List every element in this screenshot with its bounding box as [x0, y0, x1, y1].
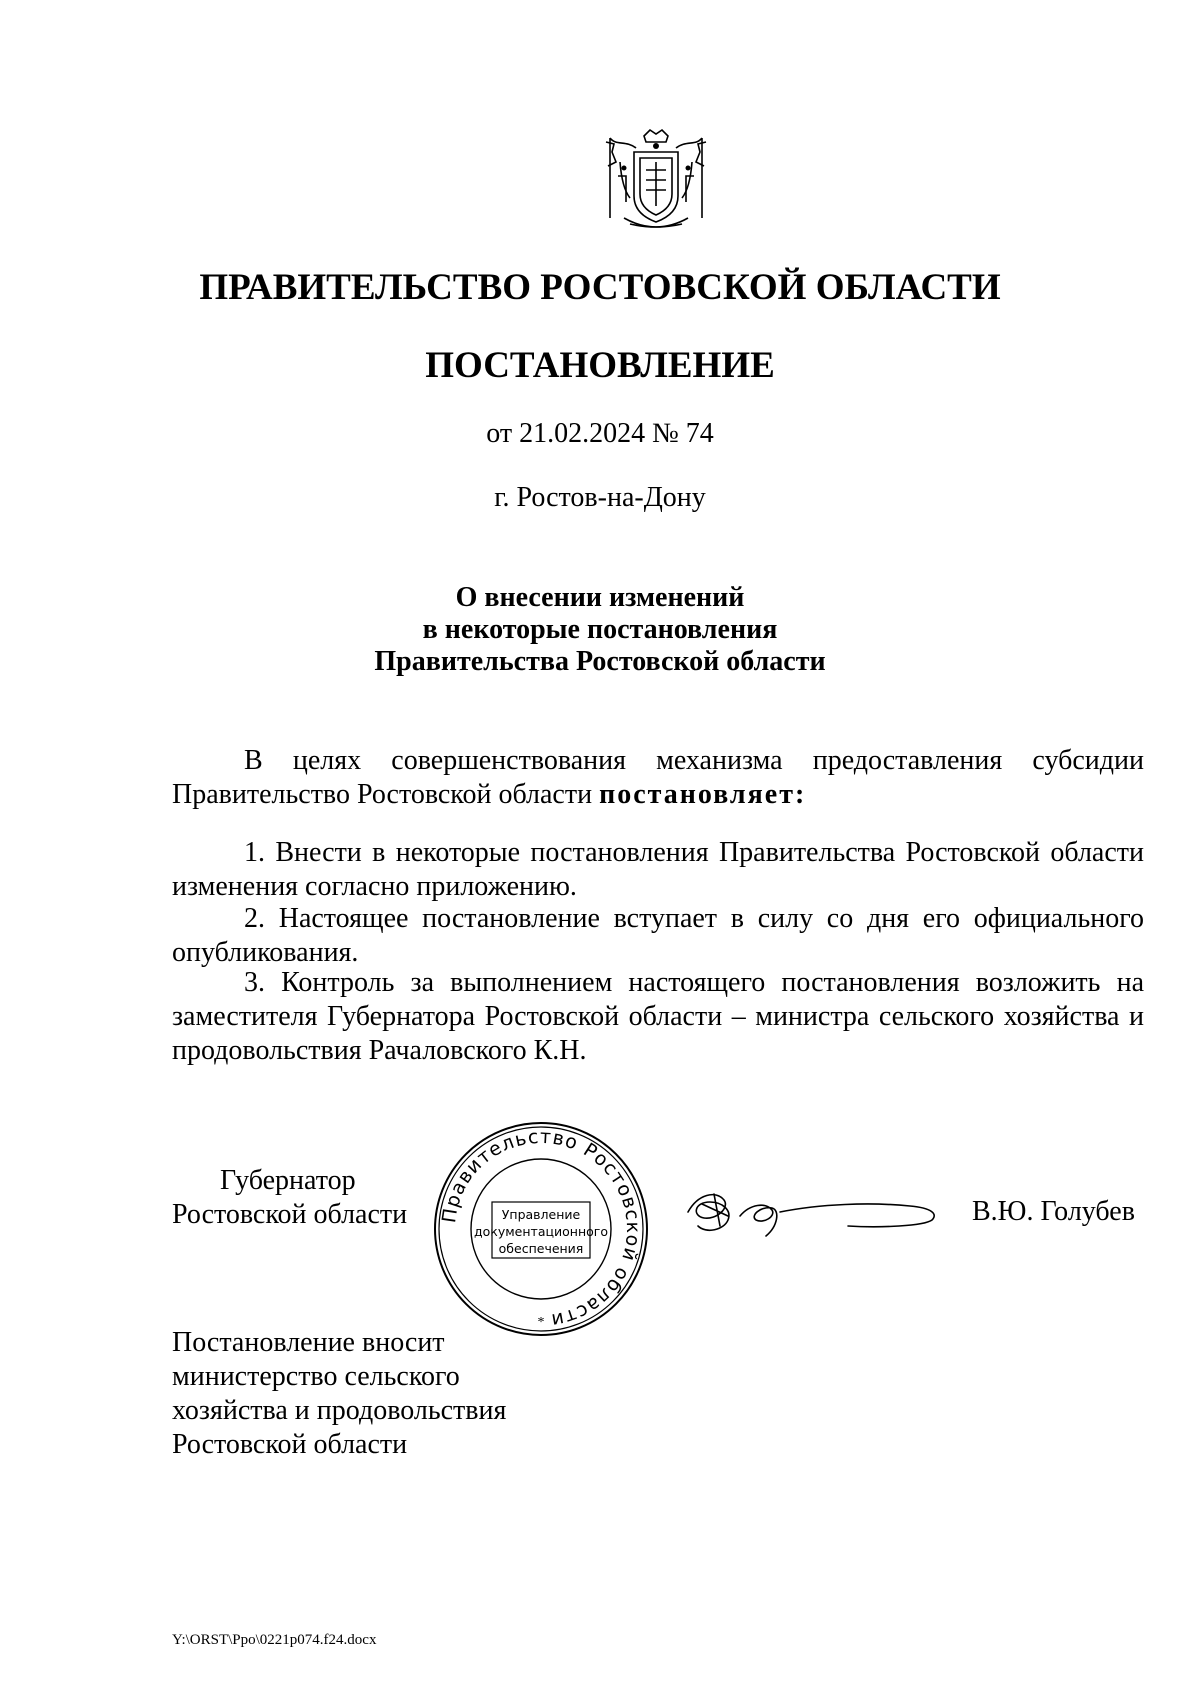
file-path-footer: Y:\ORST\Ppo\0221p074.f24.docx — [172, 1632, 377, 1648]
subject-line: О внесении изменений — [455, 582, 745, 613]
intro-text: В целях совершенствования механизма предоставления субсидии Правительство Ростовской области — [172, 745, 1144, 810]
handwritten-signature — [680, 1180, 950, 1250]
item-2-paragraph: 2. Настоящее постановление вступает в силу со дня его официального опубликования. — [172, 903, 1144, 968]
submitted-by-line: Постановление вносит — [172, 1327, 445, 1358]
submitted-by-line: хозяйства и продовольствия — [172, 1395, 507, 1426]
document-city: г. Ростов-на-Дону — [494, 482, 706, 513]
submitted-by-line: министерство сельского — [172, 1361, 460, 1392]
subject-line: Правительства Ростовской области — [374, 646, 826, 677]
item-1-paragraph: 1. Внести в некоторые постановления Правительства Ростовской области изменения согласно приложению. — [172, 837, 1144, 902]
governor-title-line: Губернатор — [220, 1165, 356, 1196]
subject-line: в некоторые постановления — [422, 614, 778, 645]
item-3-paragraph: 3. Контроль за выполнением настоящего постановления возложить на заместителя Губернатора Ростовской области – министра сельского хозяйства и продовольствия Рачаловского К.Н. — [172, 967, 1144, 1066]
document-date-number: от 21.02.2024 № 74 — [486, 418, 714, 449]
document-type: ПОСТАНОВЛЕНИЕ — [425, 345, 775, 386]
stamp-inner-line: Управление — [501, 1207, 581, 1222]
governor-title — [172, 1164, 407, 1232]
submitted-by-note — [172, 1326, 506, 1462]
stamp-inner-line: документационного — [474, 1224, 608, 1239]
stamp-inner-line: обеспечения — [498, 1241, 584, 1256]
official-stamp — [430, 1118, 652, 1340]
organization-title: ПРАВИТЕЛЬСТВО РОСТОВСКОЙ ОБЛАСТИ — [199, 267, 1001, 308]
stamp-star-icon: * — [537, 1315, 545, 1330]
document-subject — [0, 582, 1200, 678]
submitted-by-line: Ростовской области — [172, 1429, 408, 1460]
governor-name: В.Ю. Голубев — [972, 1196, 1135, 1227]
governor-title-line: Ростовской области — [172, 1199, 408, 1230]
stamp-outer-text: Правительство Ростовской области — [438, 1125, 645, 1332]
intro-paragraph — [172, 744, 1144, 812]
coat-of-arms-icon — [596, 118, 716, 238]
resolves-keyword: постановляет: — [599, 779, 807, 810]
